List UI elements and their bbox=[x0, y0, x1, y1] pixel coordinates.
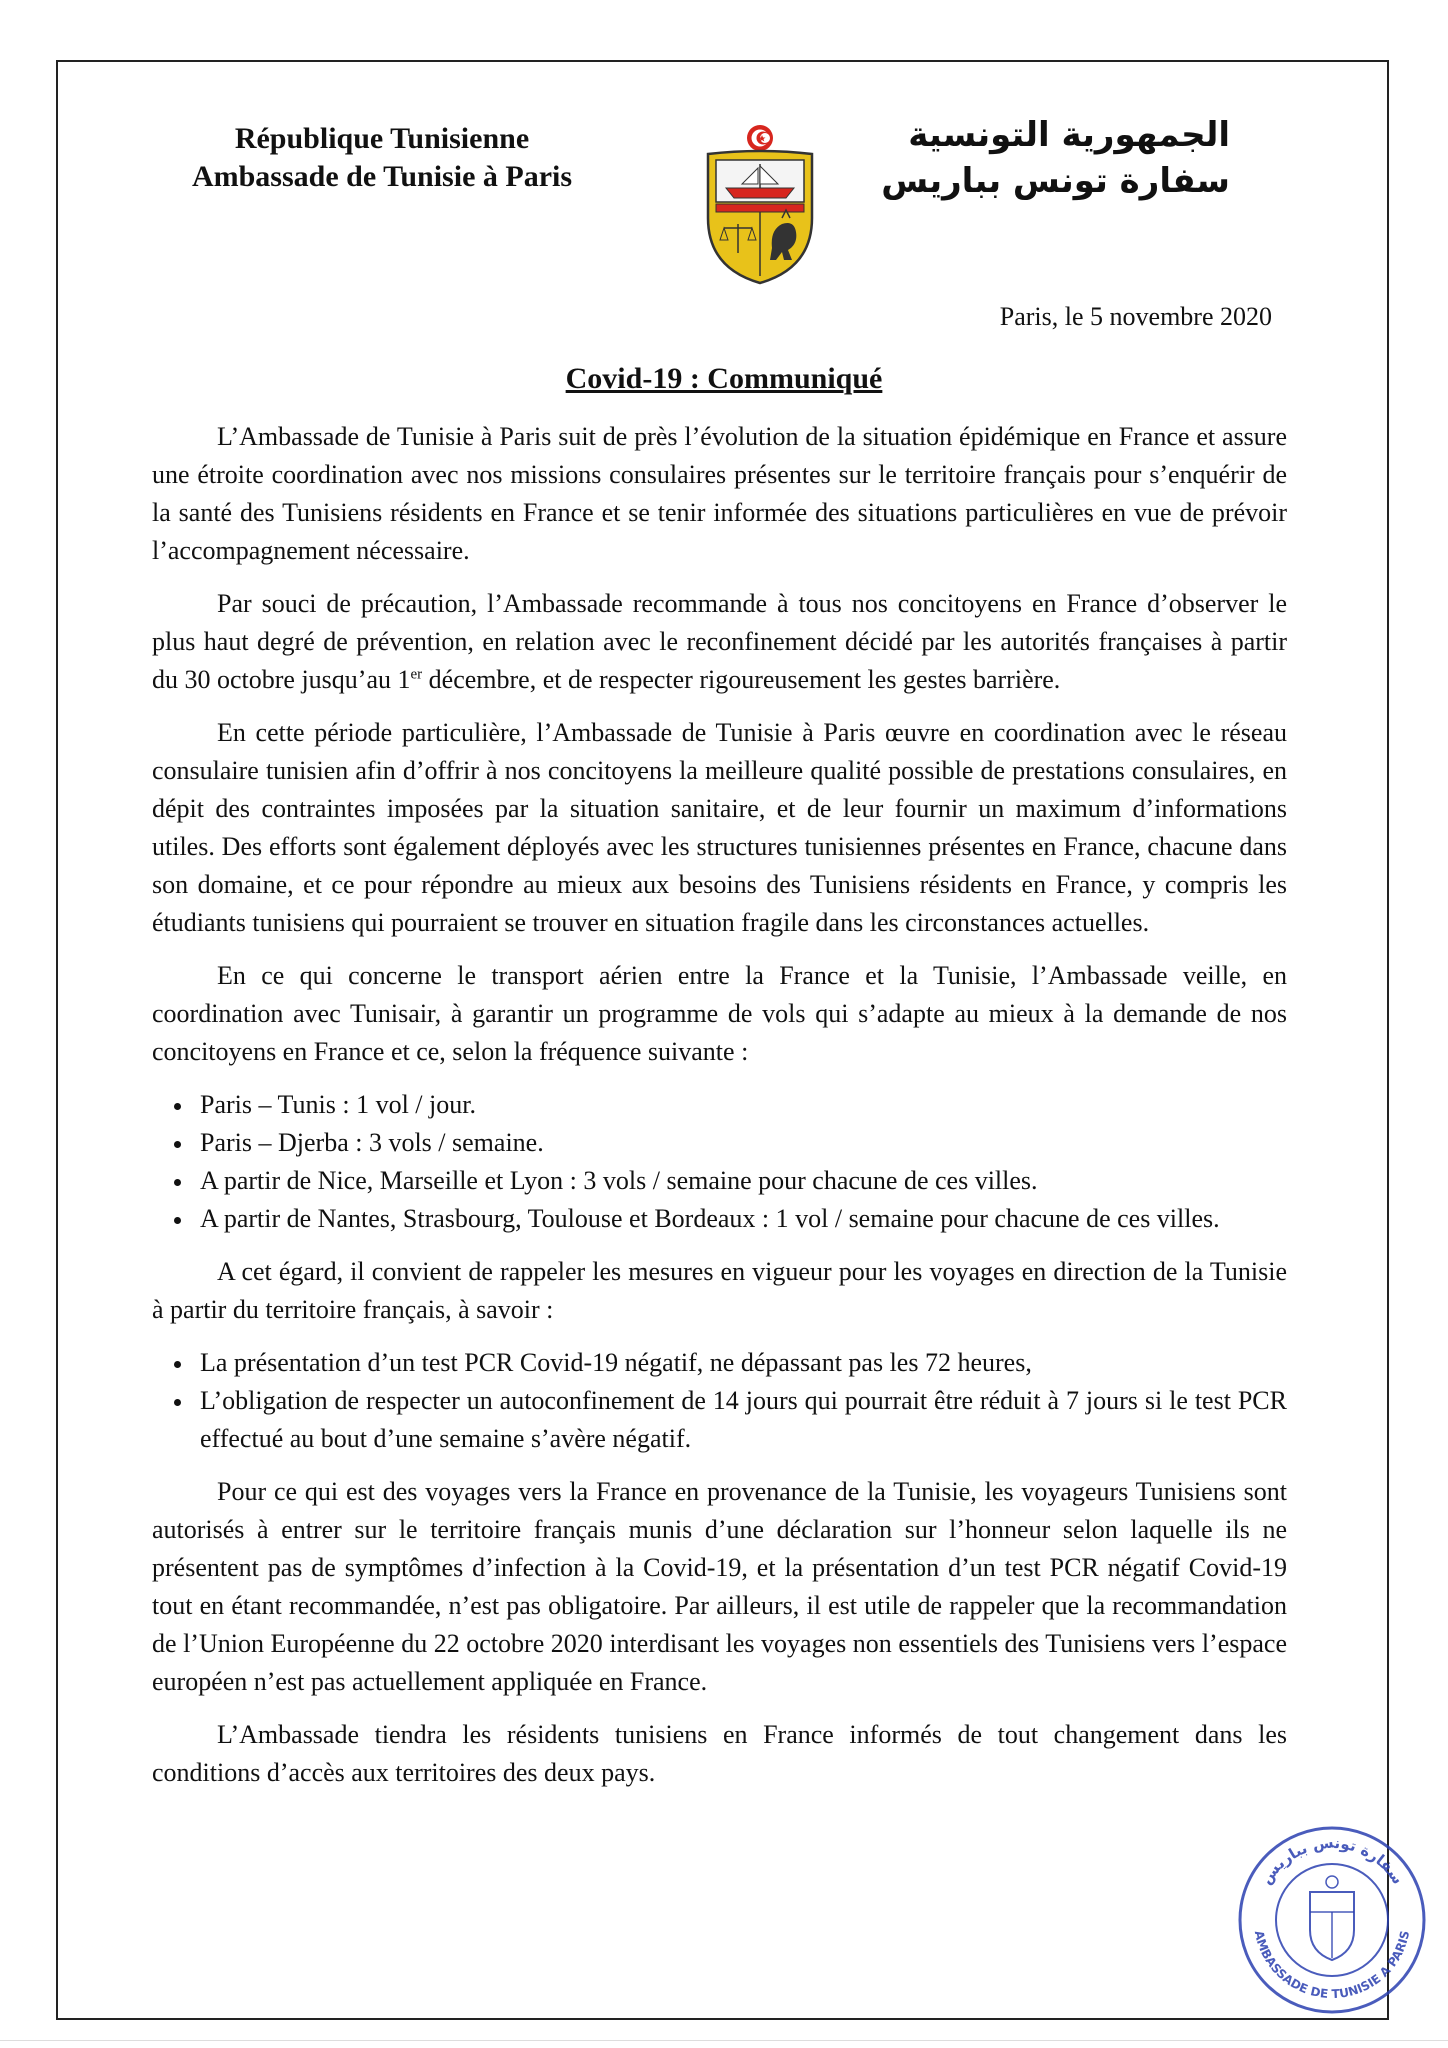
svg-text:سفارة تونس بباريس: سفارة تونس بباريس bbox=[1256, 1833, 1408, 1888]
letterhead-arabic-republic: الجمهورية التونسية bbox=[908, 115, 1230, 155]
list-item: • Paris – Djerba : 3 vols / semaine. bbox=[194, 1124, 1287, 1162]
letterhead-arabic bbox=[870, 112, 1230, 204]
scan-edge bbox=[0, 2040, 1448, 2041]
list-item: • A partir de Nantes, Strasbourg, Toulouse et Bordeaux : 1 vol / semaine pour chacune de ces villes. bbox=[194, 1200, 1287, 1238]
svg-text:AMBASSADE DE TUNISIE A PARIS: AMBASSADE DE TUNISIE A PARIS bbox=[1251, 1929, 1413, 2002]
letterhead-french bbox=[152, 120, 612, 196]
paragraph-situation: L’Ambassade de Tunisie à Paris suit de près l’évolution de la situation épidémique en France et assure une étroite coordination avec nos missions consulaires présentes sur le territoire français pour s’enquérir de la santé des Tunisiens résidents en France et se tenir informée des situations particulières en vue de prévoir l’accompagnement nécessaire. bbox=[152, 422, 1287, 565]
paragraph-closing: L’Ambassade tiendra les résidents tunisiens en France informés de tout changement dans les conditions d’accès aux territoires des deux pays. bbox=[152, 1720, 1287, 1787]
entry-measures-list bbox=[152, 1344, 1287, 1458]
letterhead-embassy: Ambassade de Tunisie à Paris bbox=[191, 160, 573, 193]
list-item: • La présentation d’un test PCR Covid-19 négatif, ne dépassant pas les 72 heures, bbox=[194, 1344, 1287, 1382]
paragraph-air-transport: En ce qui concerne le transport aérien entre la France et la Tunisie, l’Ambassade veille, en coordination avec Tunisair, à garantir un programme de vols qui s’adapte au mieux à la demande de nos concitoyens en France et ce, selon la fréquence suivante : bbox=[152, 961, 1287, 1066]
letterhead-republic: République Tunisienne bbox=[234, 122, 530, 155]
paragraph-entry-measures: A cet égard, il convient de rappeler les mesures en vigueur pour les voyages en direction de la Tunisie à partir du territoire français, à savoir : bbox=[152, 1257, 1287, 1324]
paragraph-consular-services: En cette période particulière, l’Ambassade de Tunisie à Paris œuvre en coordination avec le réseau consulaire tunisien afin d’offrir à nos concitoyens la meilleure qualité possible de prestations consulaires, en dépit des contraintes imposées par la situation sanitaire, et de leur fournir un maximum d’informations utiles. Des efforts sont également déployés avec les structures tunisiennes présentes en France, chacune dans son domaine, et ce pour répondre au mieux aux besoins des Tunisiens résidents en France, y compris les étudiants tunisiens qui pourraient se trouver en situation fragile dans les circonstances actuelles. bbox=[152, 718, 1287, 937]
embassy-stamp-icon bbox=[1232, 1820, 1432, 2020]
letterhead-arabic-embassy: سفارة تونس بباريس bbox=[881, 161, 1230, 201]
document-title: Covid-19 : Communiqué bbox=[565, 362, 883, 395]
document-body bbox=[152, 418, 1287, 1807]
tunisia-coat-of-arms-icon bbox=[690, 118, 830, 288]
list-item: • L’obligation de respecter un autoconfinement de 14 jours qui pourrait être réduit à 7 jours si le test PCR effectué au bout d’une semaine s’avère négatif. bbox=[194, 1382, 1287, 1458]
paragraph-precaution: Par souci de précaution, l’Ambassade recommande à tous nos concitoyens en France d’observer le plus haut degré de prévention, en relation avec le reconfinement décidé par les autorités françaises à partir du 30 octobre jusqu’au 1er décembre, et de respecter rigoureusement les gestes barrière. bbox=[152, 589, 1287, 694]
list-item: • A partir de Nice, Marseille et Lyon : 3 vols / semaine pour chacune de ces villes. bbox=[194, 1162, 1287, 1200]
document-date: Paris, le 5 novembre 2020 bbox=[999, 302, 1272, 331]
flight-frequency-list bbox=[152, 1086, 1287, 1238]
list-item: • Paris – Tunis : 1 vol / jour. bbox=[194, 1086, 1287, 1124]
paragraph-travel-to-france: Pour ce qui est des voyages vers la France en provenance de la Tunisie, les voyageurs Tunisiens sont autorisés à entrer sur le territoire français munis d’une déclaration sur l’honneur selon laquelle ils ne présentent pas de symptômes d’infection à la Covid-19, et la présentation d’un test PCR négatif Covid-19 tout en étant recommandée, n’est pas obligatoire. Par ailleurs, il est utile de rappeler que la recommandation de l’Union Européenne du 22 octobre 2020 interdisant les voyages non essentiels des Tunisiens vers l’espace européen n’est pas actuellement appliquée en France. bbox=[152, 1477, 1287, 1696]
